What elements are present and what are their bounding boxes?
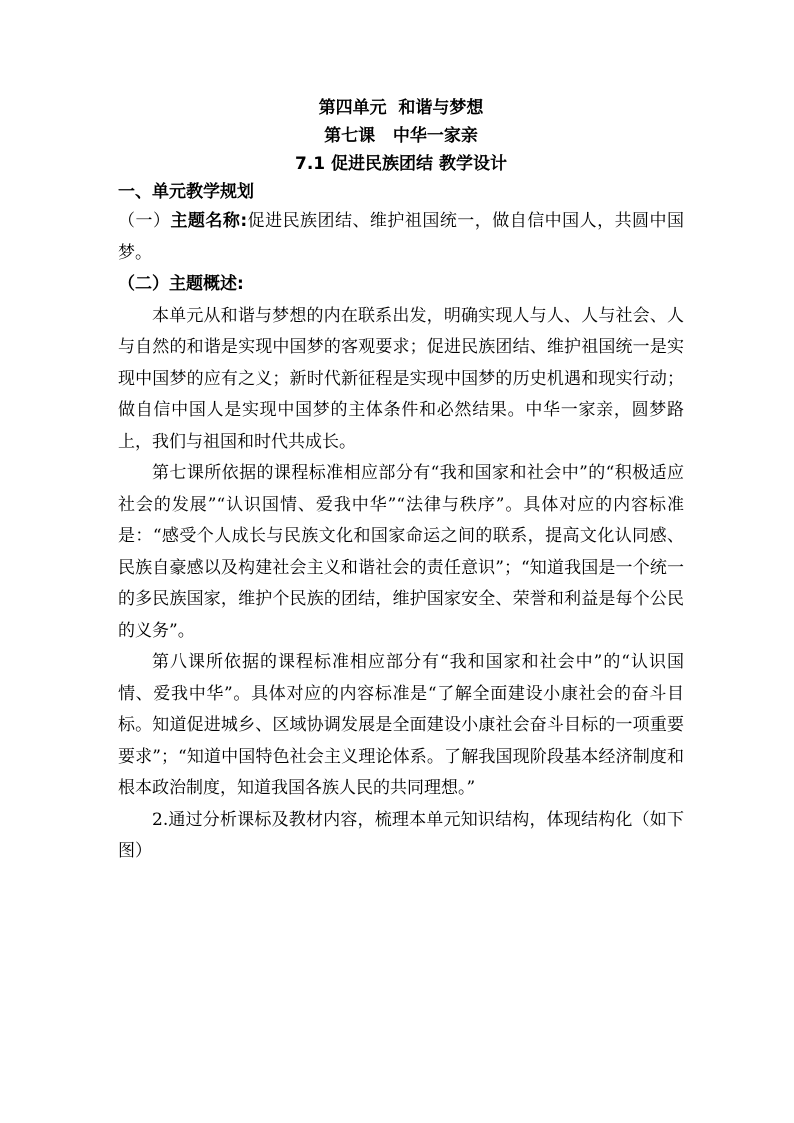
theme-name-label: 主题名称:	[170, 211, 248, 231]
theme-name-text: 促进民族团结、维护祖国统一，做自信中国人，共圆中国梦。	[118, 211, 685, 263]
overview-paragraph-3: 第八课所依据的课程标准相应部分有“我和国家和社会中”的“认识国情、爱我中华”。具体对应的内容标准是“了解全面建设小康社会的奋斗目标。知道促进城乡、区域协调发展是全面建设小康社会奋斗目标的一项重要要求”；“知道中国特色社会主义理论体系。了解我国现阶段基本经济制度和根本政治制度，知道我国各族人民的共同理想。”	[118, 652, 684, 798]
section-heading: 一、单元教学规划	[118, 182, 254, 202]
theme-name-paragraph	[118, 206, 684, 269]
overview-paragraph-1: 本单元从和谐与梦想的内在联系出发，明确实现人与人、人与社会、人与自然的和谐是实现中国梦的客观要求；促进民族团结、维护祖国统一是实现中国梦的应有之义；新时代新征程是实现中国梦的历史机遇和现实行动；做自信中国人是实现中国梦的主体条件和必然结果。中华一家亲，圆梦路上，我们与祖国和时代共成长。	[118, 305, 684, 452]
section-title: 7.1 促进民族团结 教学设计	[295, 154, 507, 174]
overview-label: 主题概述:	[169, 274, 244, 294]
document-content	[118, 94, 684, 868]
overview-heading	[118, 269, 684, 301]
theme-name-prefix: （一）	[118, 211, 171, 231]
overview-prefix: （二）	[118, 274, 169, 294]
unit-title: 第四单元 和谐与梦想	[318, 98, 484, 118]
lesson-title: 第七课 中华一家亲	[324, 126, 478, 146]
overview-paragraph-4: 2.通过分析课标及教材内容，梳理本单元知识结构，体现结构化（如下图）	[118, 809, 684, 861]
overview-paragraph-2: 第七课所依据的课程标准相应部分有“我和国家和社会中”的“积极适应社会的发展”“认识国情、爱我中华”“法律与秩序”。具体对应的内容标准是：“感受个人成长与民族文化和国家命运之间的联系，提高文化认同感、民族自豪感以及构建社会主义和谐社会的责任意识”；“知道我国是一个统一的多民族国家，维护个民族的团结，维护国家安全、荣誉和利益是每个公民的义务”。	[118, 463, 684, 641]
